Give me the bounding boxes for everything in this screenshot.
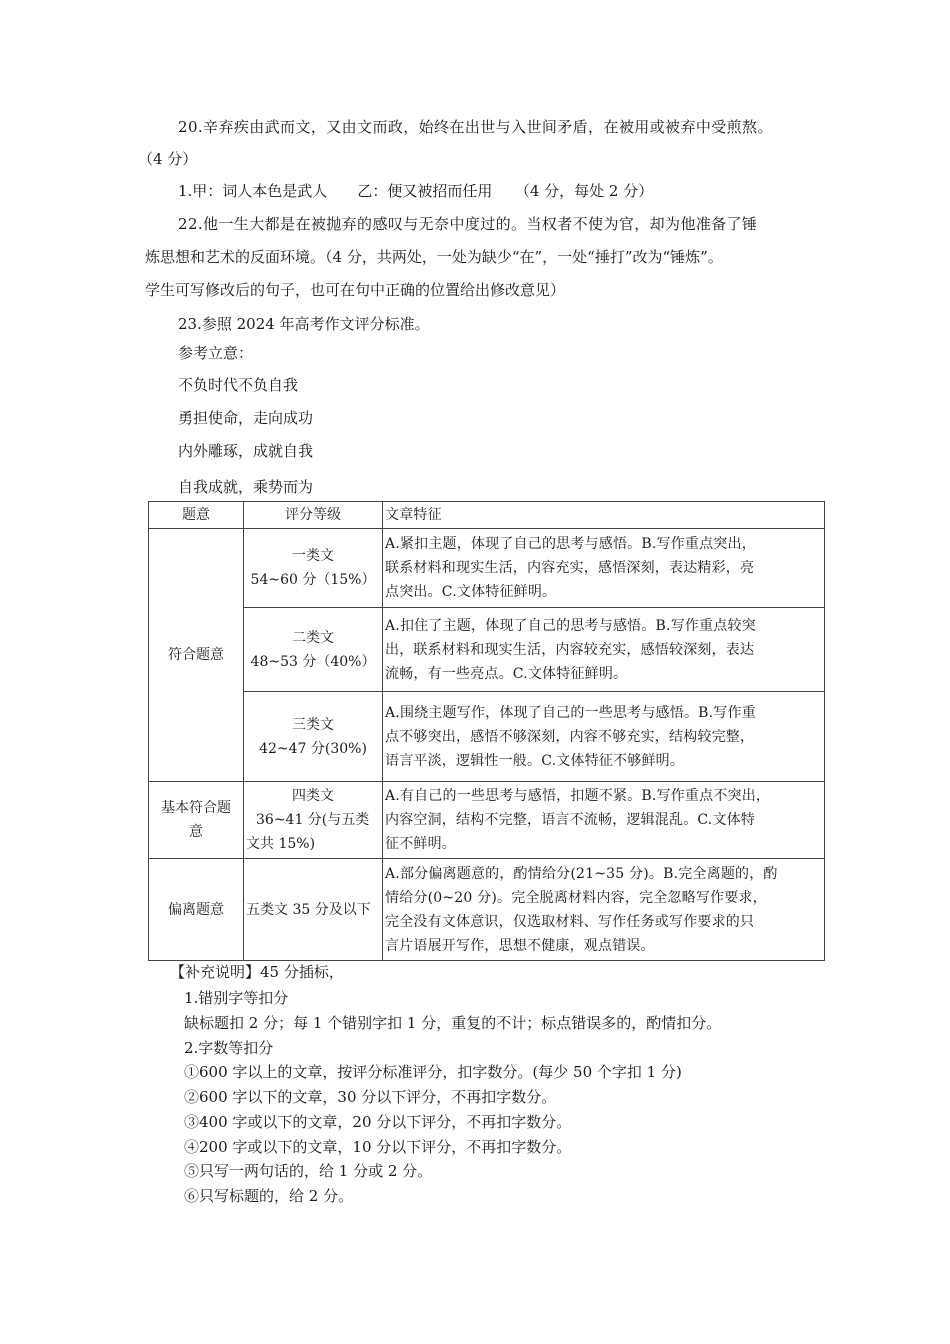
reference-title: 参考立意： [178, 344, 254, 362]
header-theme: 题意 [149, 502, 244, 529]
features-cell: A.紧扣主题，体现了自己的思考与感悟。B.写作重点突出， 联系材料和现实生活，内容充实，感悟深刻，表达精彩，亮 点突出。C.文体特征鲜明。 [383, 529, 825, 608]
grade-cell: 一类文 54~60 分（15%） [244, 529, 383, 608]
notes-list-item: ④200 字或以下的文章，10 分以下评分，不再扣字数分。 [184, 1138, 572, 1156]
notes-list-item: ⑤只写一两句话的，给 1 分或 2 分。 [184, 1162, 433, 1180]
features-cell: A.扣住了主题，体现了自己的思考与感悟。B.写作重点较突 出，联系材料和现实生活，内容较充实，感悟较深刻，表达 流畅，有一些亮点。C.文体特征鲜明。 [383, 608, 825, 692]
q20-answer-line2: （4 分） [138, 150, 198, 168]
header-grade: 评分等级 [244, 502, 383, 529]
q23-answer: 23.参照 2024 年高考作文评分标准。 [178, 315, 430, 333]
q22-answer-line2: 炼思想和艺术的反面环境。（4 分，共两处，一处为缺少“在”，一处“捶打”改为“锤炼”。 [145, 248, 723, 266]
notes-text: 缺标题扣 2 分；每 1 个错别字扣 1 分，重复的不计；标点错误多的，酌情扣分。 [184, 1014, 722, 1032]
q21-answer: 1.甲：词人本色是武人 乙：便又被招而任用 （4 分，每处 2 分） [178, 182, 654, 200]
table-header-row [149, 502, 825, 529]
q20-answer-line1: 20.辛弃疾由武而文，又由文而政，始终在出世与入世间矛盾，在被用或被弃中受煎熬。 [178, 118, 773, 136]
notes-title: 【补充说明】45 分插标， [170, 963, 344, 981]
features-cell: A.围绕主题写作，体现了自己的一些思考与感悟。B.写作重 点不够突出，感悟不够深刻，内容不够充实，结构较完整， 语言平淡，逻辑性一般。C.文体特征不够鲜明。 [383, 692, 825, 782]
grade-cell: 四类文 36~41 分(与五类 文共 15%) [244, 782, 383, 859]
table-row [149, 782, 825, 859]
table-row [149, 608, 825, 692]
grade-cell: 五类文 35 分及以下 [244, 859, 383, 961]
notes-list-item: ⑥只写标题的，给 2 分。 [184, 1187, 354, 1205]
notes-list-item: ②600 字以下的文章，30 分以下评分，不再扣字数分。 [184, 1088, 557, 1106]
reference-item: 勇担使命，走向成功 [178, 409, 314, 427]
reference-item: 不负时代不负自我 [178, 376, 299, 394]
notes-section-title: 1.错别字等扣分 [184, 989, 289, 1007]
theme-cell-basic: 基本符合题 意 [149, 782, 244, 859]
grade-cell: 二类文 48~53 分（40%） [244, 608, 383, 692]
notes-list-item: ①600 字以上的文章，按评分标准评分，扣字数分。(每少 50 个字扣 1 分) [184, 1063, 682, 1081]
table-row [149, 529, 825, 608]
features-cell: A.部分偏离题意的，酌情给分(21~35 分)。B.完全离题的，酌 情给分(0~20 分)。完全脱离材料内容，完全忽略写作要求， 完全没有文体意识，仅选取材料、写作任务或写作要求的只 言片语展开写作，思想不健康，观点错误。 [383, 859, 825, 961]
table-row [149, 859, 825, 961]
theme-cell-off-topic: 偏离题意 [149, 859, 244, 961]
reference-item: 内外雕琢，成就自我 [178, 442, 314, 460]
notes-section-title: 2.字数等扣分 [184, 1039, 274, 1057]
theme-cell-on-topic: 符合题意 [149, 529, 244, 782]
q22-answer-line1: 22.他一生大都是在被抛弃的感叹与无奈中度过的。当权者不使为官，却为他准备了锤 [178, 215, 758, 233]
features-cell: A.有自己的一些思考与感悟，扣题不紧。B.写作重点不突出， 内容空洞，结构不完整，语言不流畅，逻辑混乱。C.文体特 征不鲜明。 [383, 782, 825, 859]
q22-answer-line3: 学生可写修改后的句子，也可在句中正确的位置给出修改意见） [145, 281, 566, 299]
notes-list-item: ③400 字或以下的文章，20 分以下评分，不再扣字数分。 [184, 1113, 572, 1131]
header-features: 文章特征 [383, 502, 825, 529]
scoring-rubric-table [148, 501, 825, 961]
grade-cell: 三类文 42~47 分(30%) [244, 692, 383, 782]
table-row [149, 692, 825, 782]
reference-item: 自我成就，乘势而为 [178, 478, 314, 496]
